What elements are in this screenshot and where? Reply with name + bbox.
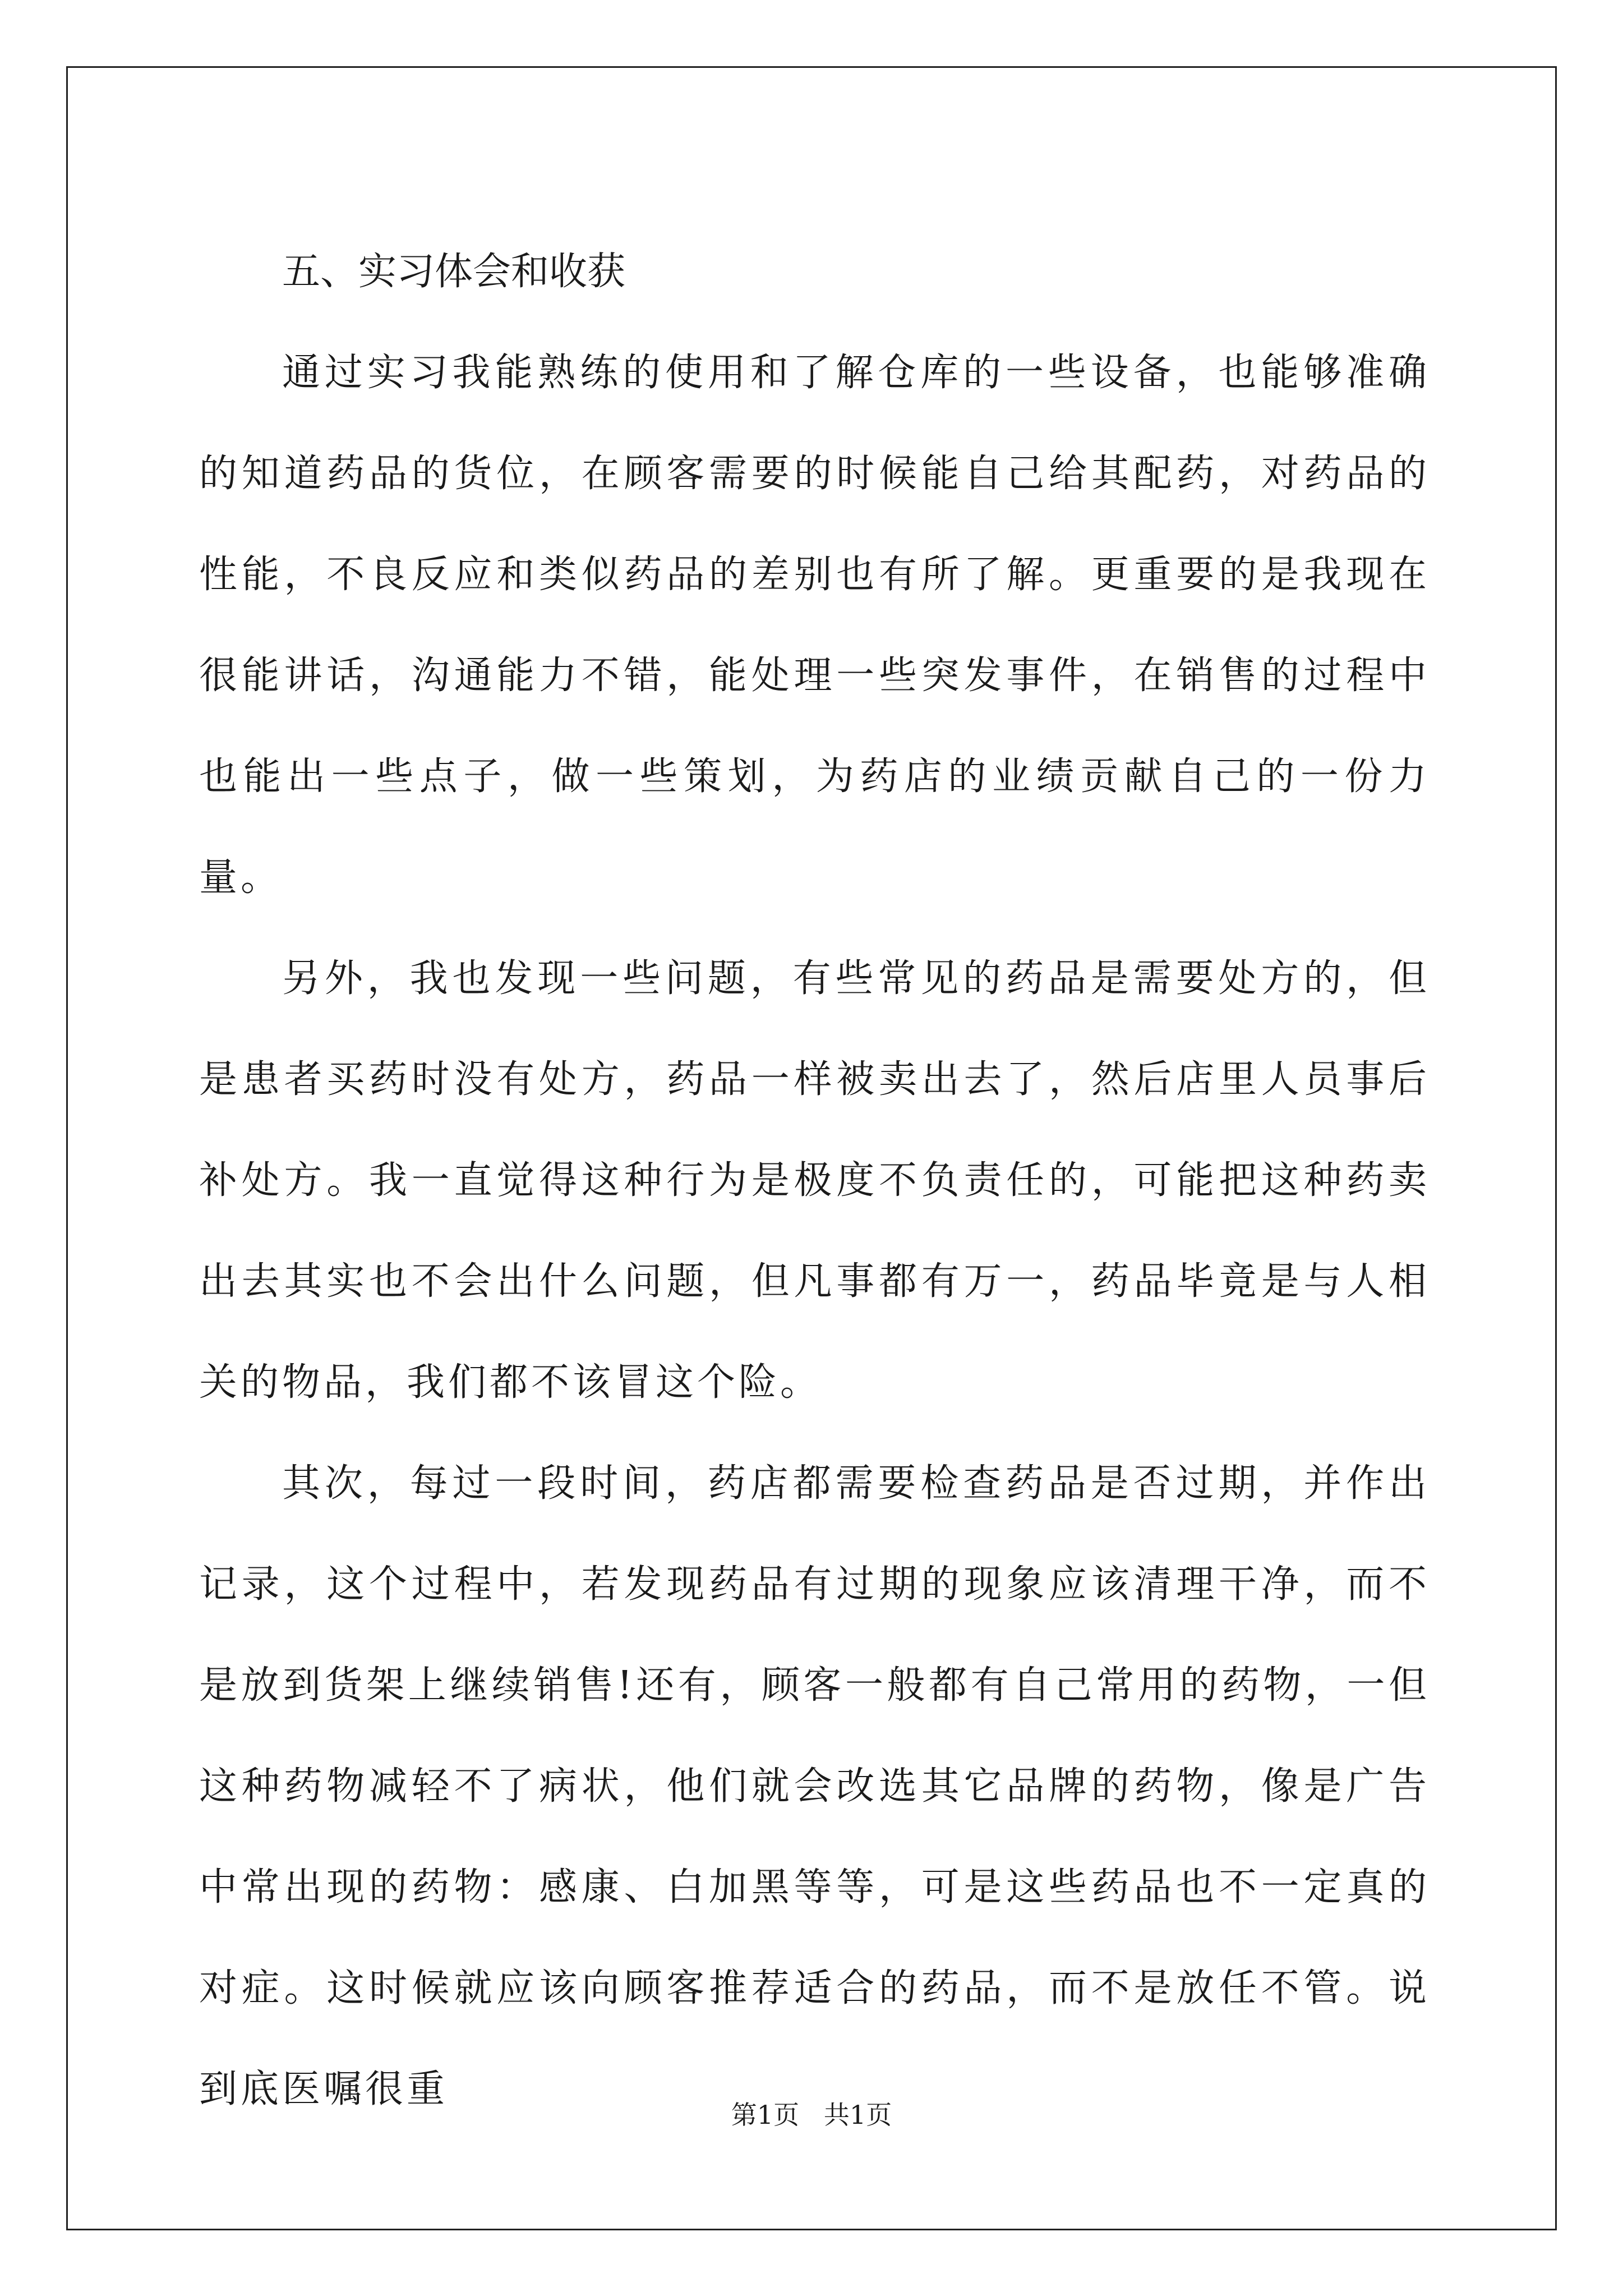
page-number-footer: 第1页 共1页 [731,2100,892,2130]
paragraph-1: 通过实习我能熟练的使用和了解仓库的一些设备，也能够准确的知道药品的货位，在顾客需要的时候能自己给其配药，对药品的性能，不良反应和类似药品的差别也有所了解。更重要的是我现在很能讲话，沟通能力不错，能处理一些突发事件，在销售的过程中也能出一些点子，做一些策划，为药店的业绩贡献自己的一份力量。 [199,351,1430,900]
document-body [199,222,1430,2140]
paragraph-3: 其次，每过一段时间，药店都需要检查药品是否过期，并作出记录，这个过程中，若发现药品有过期的现象应该清理干净，而不是放到货架上继续销售!还有，顾客一般都有自己常用的药物，一但这种药物减轻不了病状，他们就会改选其它品牌的药物，像是广告中常出现的药物：感康、白加黑等等，可是这些药品也不一定真的对症。这时候就应该向顾客推荐适合的药品，而不是放任不管。说到底医嘱很重 [199,1461,1430,2111]
paragraph-2: 另外，我也发现一些问题，有些常见的药品是需要处方的，但是患者买药时没有处方，药品一样被卖出去了，然后店里人员事后补处方。我一直觉得这种行为是极度不负责任的，可能把这种药卖出去其实也不会出什么问题，但凡事都有万一，药品毕竟是与人相关的物品，我们都不该冒这个险。 [199,956,1430,1405]
section-heading: 五、实习体会和收获 [282,250,626,294]
